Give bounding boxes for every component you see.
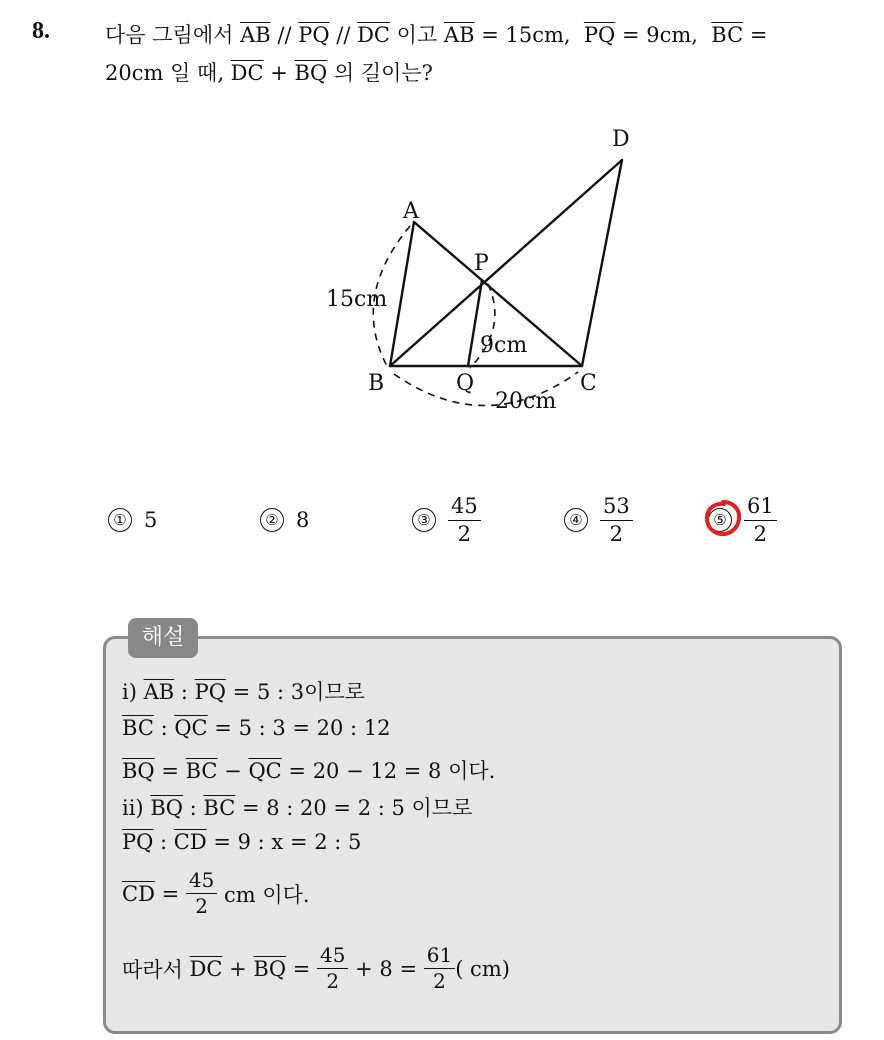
text: : — [153, 716, 175, 740]
choice-fraction — [744, 495, 777, 544]
question-line-2 — [105, 54, 865, 92]
q-lead: 다음 그림에서 — [105, 23, 241, 47]
fraction — [186, 870, 217, 917]
segment-bc: $\overline{BC}$ — [185, 759, 218, 783]
text: = — [286, 956, 318, 981]
solution-line-4 — [122, 792, 472, 822]
text: cm 이다. — [217, 882, 310, 907]
segment-bc: $\overline{BC}$ — [122, 716, 154, 740]
label-a: A — [403, 199, 419, 224]
label-d: D — [612, 127, 630, 152]
text: − — [217, 759, 249, 783]
parallel-sign: // — [270, 23, 299, 47]
text: : — [153, 830, 174, 854]
choice-number: ① — [108, 508, 132, 532]
text: = 9 : x = 2 : 5 — [206, 830, 362, 854]
segment-bc: $\overline{BC}$ — [203, 796, 236, 820]
choice-number: ④ — [564, 508, 588, 532]
text: ii) — [122, 796, 151, 820]
choice-number: ⑤ — [708, 508, 732, 532]
text: : — [182, 796, 204, 820]
measure-bc: 20cm — [495, 389, 557, 414]
choice-number: ③ — [412, 508, 436, 532]
text: = 8 : 20 = 2 : 5 이므로 — [235, 796, 473, 820]
segment-ab: $\overline{AB}$ — [143, 680, 175, 704]
denominator: 2 — [195, 894, 208, 918]
solution-line-2 — [122, 716, 391, 740]
question-text — [105, 16, 865, 92]
segment-cd: $\overline{CD}$ — [173, 830, 207, 854]
q-lead: 20cm 일 때, — [105, 61, 231, 85]
measure-ab: 15cm — [326, 287, 388, 312]
q-mid: 이고 — [389, 23, 444, 47]
text: : — [174, 680, 195, 704]
text: = — [154, 759, 186, 783]
text: + 8 = — [348, 956, 424, 981]
answer-mark-icon — [702, 497, 744, 539]
numerator: 61 — [744, 495, 777, 520]
fraction — [424, 945, 455, 992]
measure-pq: 9cm — [480, 333, 528, 358]
solution-line-1 — [122, 676, 365, 706]
solution-tag: 해설 — [128, 618, 198, 658]
text: + — [222, 956, 254, 981]
segment-qc: $\overline{QC}$ — [248, 759, 282, 783]
segment-dc: $\overline{DC}$ — [230, 61, 264, 85]
text: = 5 : 3이므로 — [226, 680, 365, 704]
choice-2[interactable] — [260, 480, 309, 560]
text: = 5 : 3 = 20 : 12 — [207, 716, 391, 740]
denominator: 2 — [326, 969, 340, 993]
label-b: B — [368, 371, 385, 396]
denominator: 2 — [753, 521, 768, 546]
geometry-figure — [310, 118, 640, 418]
segment-bq: $\overline{BQ}$ — [150, 796, 183, 820]
question-number: 8. — [32, 18, 50, 44]
label-c: C — [580, 371, 597, 396]
fraction — [317, 945, 348, 992]
choice-fraction — [600, 495, 633, 544]
question-line-1 — [105, 16, 865, 54]
segment-qc: $\overline{QC}$ — [174, 716, 208, 740]
numerator: 45 — [448, 495, 481, 520]
answer-choices — [108, 480, 808, 560]
plus-sign: + — [263, 61, 295, 85]
numerator: 45 — [186, 870, 217, 894]
segment-bc: $\overline{BC}$ — [711, 23, 744, 47]
choice-number: ② — [260, 508, 284, 532]
choice-4[interactable] — [564, 480, 633, 560]
numerator: 53 — [600, 495, 633, 520]
segment-cd: $\overline{CD}$ — [122, 881, 155, 906]
choice-3[interactable] — [412, 480, 481, 560]
segment-bq: $\overline{BQ}$ — [122, 759, 155, 783]
solution-line-5 — [122, 830, 361, 854]
q-tail: 의 길이는? — [327, 61, 433, 85]
parallel-sign: // — [329, 23, 358, 47]
choice-value: 8 — [296, 508, 310, 532]
solution-line-3 — [122, 755, 495, 785]
segment-ab: $\overline{AB}$ — [443, 23, 475, 47]
denominator: 2 — [609, 521, 624, 546]
text: = 20 − 12 = 8 이다. — [281, 759, 496, 783]
text: i) — [122, 680, 144, 704]
segment-dc: $\overline{DC}$ — [189, 956, 223, 981]
choice-1[interactable] — [108, 480, 157, 560]
text: 따라서 — [122, 957, 190, 982]
numerator: 61 — [424, 945, 455, 969]
solution-line-7 — [122, 945, 510, 992]
segment-pq: $\overline{PQ}$ — [583, 23, 616, 47]
text: ( cm) — [455, 956, 510, 981]
solution-line-6 — [122, 870, 310, 917]
q-eq: = 9cm, — [615, 23, 712, 47]
segment-dc: $\overline{DC}$ — [357, 23, 390, 47]
q-eq: = — [743, 23, 768, 47]
segment-pq: $\overline{PQ}$ — [298, 23, 330, 47]
segment-bq: $\overline{BQ}$ — [253, 956, 287, 981]
segment-bq: $\overline{BQ}$ — [294, 61, 328, 85]
denominator: 2 — [433, 969, 446, 993]
choice-value: 5 — [144, 508, 158, 532]
text: = — [154, 881, 186, 906]
segment-pq: $\overline{PQ}$ — [194, 680, 226, 704]
q-eq: = 15cm, — [474, 23, 584, 47]
choice-fraction — [448, 495, 481, 544]
denominator: 2 — [457, 521, 472, 546]
segment-ab-line — [390, 222, 414, 366]
segment-ab: $\overline{AB}$ — [240, 23, 271, 47]
numerator: 45 — [317, 945, 348, 969]
segment-pq: $\overline{PQ}$ — [122, 830, 154, 854]
label-p: P — [474, 251, 489, 276]
label-q: Q — [456, 371, 475, 396]
